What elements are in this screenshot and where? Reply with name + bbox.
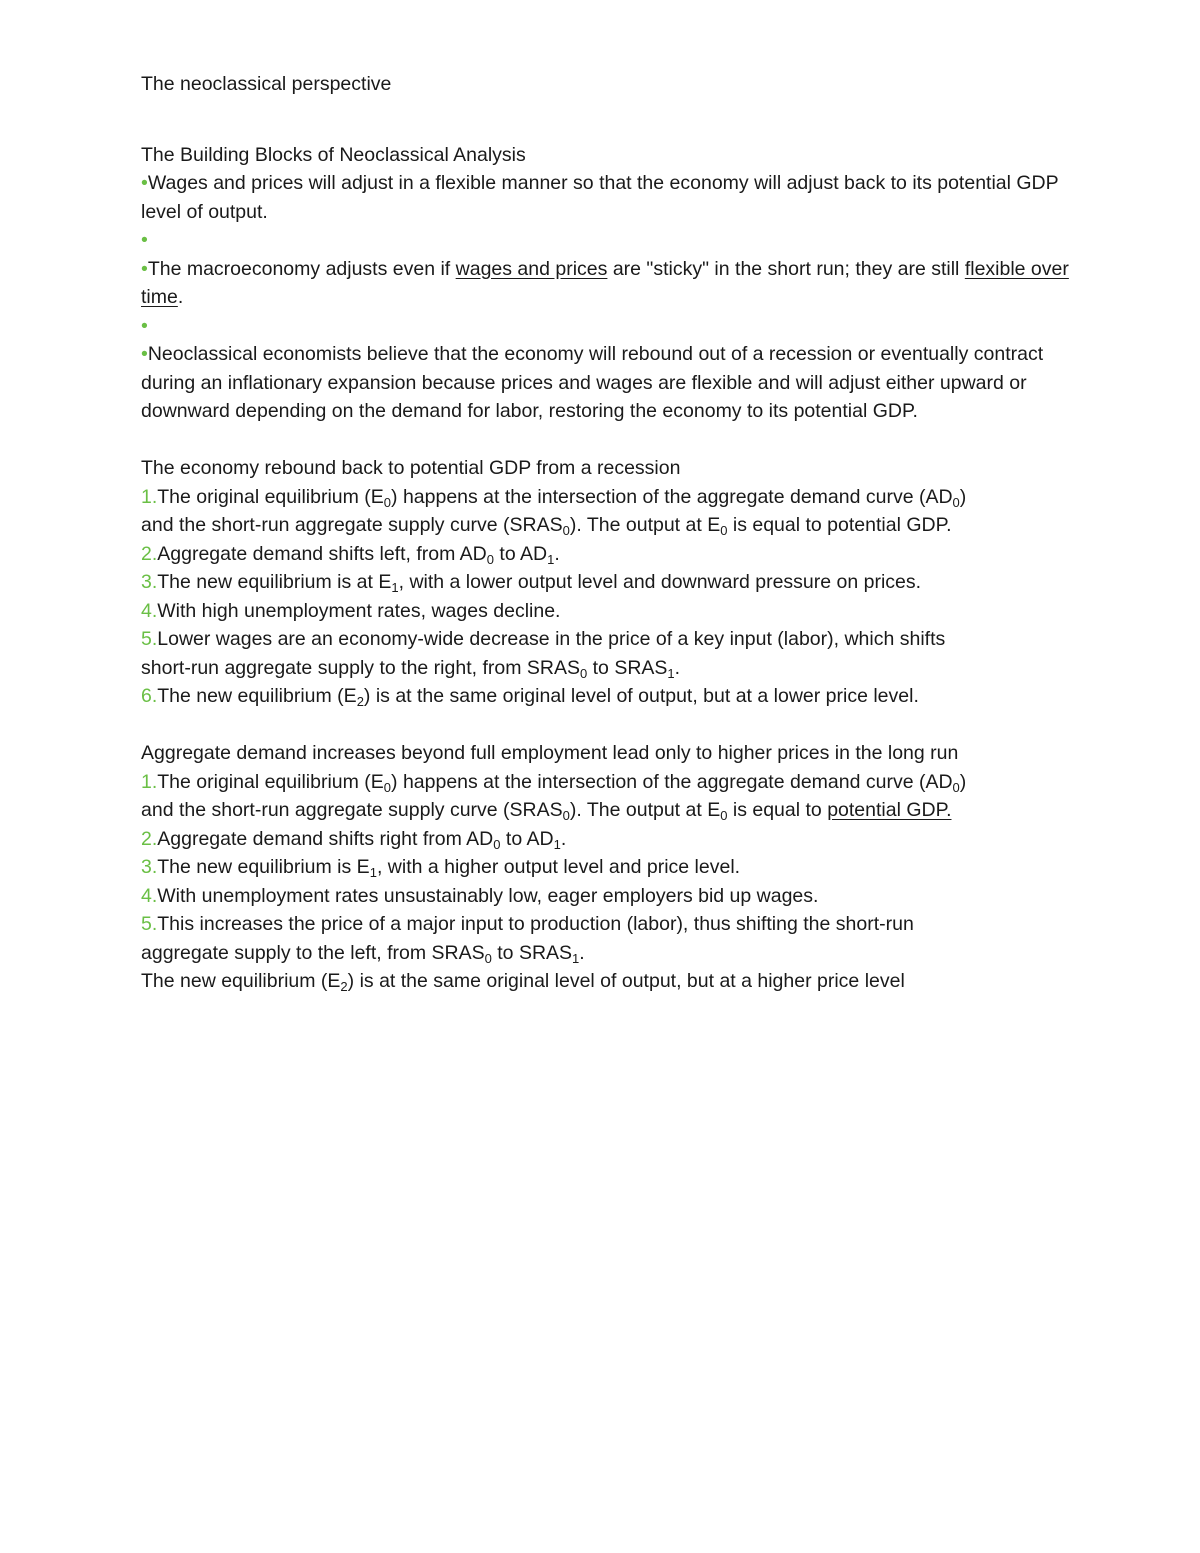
wages-and-prices-link[interactable]: wages and prices xyxy=(455,257,608,280)
list-item-continued xyxy=(141,511,1071,540)
list-item-continued xyxy=(141,939,1071,968)
subscript: 1 xyxy=(572,950,580,966)
list-text: ). The output at E xyxy=(569,514,721,536)
list-item xyxy=(141,825,1071,854)
list-number: 4. xyxy=(141,599,158,622)
list-text: The original equilibrium (E xyxy=(157,485,384,508)
list-text: . xyxy=(554,542,560,565)
list-text: ) is at the same original level of output, but at a lower price level. xyxy=(363,685,919,707)
section3-heading: Aggregate demand increases beyond full employment lead only to higher prices in the long run xyxy=(141,742,959,764)
bullet-icon: • xyxy=(141,257,148,280)
subscript: 0 xyxy=(383,494,392,510)
section1-heading: The Building Blocks of Neoclassical Analysis xyxy=(141,143,526,166)
list-text: ) happens at the intersection of the aggregate demand curve (AD xyxy=(391,485,953,508)
subscript: 0 xyxy=(952,494,960,510)
subscript: 0 xyxy=(720,523,728,538)
list-number: 5. xyxy=(141,913,158,935)
subscript: 0 xyxy=(484,950,492,966)
bullet-text-2-pre: The macroeconomy adjusts even if xyxy=(147,257,456,280)
list-item-continued xyxy=(141,796,1071,825)
subscript: 1 xyxy=(369,865,377,880)
list-text: ) happens at the intersection of the aggregate demand curve (AD xyxy=(391,770,953,793)
list-text: The new equilibrium (E xyxy=(141,970,341,992)
empty-bullet xyxy=(141,226,1071,255)
bullet-item-1 xyxy=(141,169,1071,226)
list-text: Aggregate demand shifts right from AD xyxy=(157,827,494,850)
list-text: and the short-run aggregate supply curve (SRAS xyxy=(141,514,563,536)
list-text: . xyxy=(674,656,681,679)
spacer xyxy=(141,426,1071,455)
list-text: The new equilibrium (E xyxy=(157,685,357,707)
list-text: is equal to potential GDP. xyxy=(727,514,952,536)
list-number: 3. xyxy=(141,856,158,878)
list-item xyxy=(141,682,1071,711)
subscript: 2 xyxy=(340,979,348,994)
list-number: 6. xyxy=(141,685,158,707)
list-text: to SRAS xyxy=(587,656,668,679)
list-text: , with a higher output level and price level. xyxy=(376,856,741,878)
bullet-text-2-mid: are "sticky" in the short run; they are still xyxy=(607,257,965,280)
list-text: The original equilibrium (E xyxy=(157,770,384,793)
list-item xyxy=(141,853,1071,882)
list-item xyxy=(141,910,1071,939)
bullet-icon: • xyxy=(141,229,148,251)
list-item xyxy=(141,568,1071,597)
bullet-item-2 xyxy=(141,255,1071,312)
subscript: 1 xyxy=(553,836,561,852)
list-text: ) is at the same original level of output, but at a higher price level xyxy=(347,970,905,992)
list-number: 4. xyxy=(141,884,158,907)
subscript: 0 xyxy=(562,808,570,823)
list-text: ). The output at E xyxy=(569,799,721,821)
list-text: , with a lower output level and downward pressure on prices. xyxy=(398,571,922,593)
subscript: 0 xyxy=(562,523,570,538)
list-text: With unemployment rates unsustainably low, eager employers bid up wages. xyxy=(157,884,819,907)
list-item xyxy=(141,540,1071,569)
bullet-text-3: Neoclassical economists believe that the economy will rebound out of a recession or eventually contract during an inflationary expansion because prices and wages are flexible and will adjust either upward or downward depending on the demand for labor, restoring the economy to its potential GDP. xyxy=(141,343,1044,422)
flexible-over-time-link[interactable]: flexible over time xyxy=(141,257,1069,308)
list-item xyxy=(141,483,1071,512)
list-number: 5. xyxy=(141,628,158,650)
list-text: aggregate supply to the left, from SRAS xyxy=(141,941,485,964)
list-item xyxy=(141,625,1071,654)
list-text: Lower wages are an economy-wide decrease in the price of a key input (labor), which shifts xyxy=(157,628,946,650)
list-text: short-run aggregate supply to the right, from SRAS xyxy=(141,656,580,679)
subscript: 0 xyxy=(486,551,495,567)
list-text: to AD xyxy=(494,542,548,565)
subscript: 1 xyxy=(391,580,399,595)
list-text: With high unemployment rates, wages decline. xyxy=(157,599,561,622)
list-text: Aggregate demand shifts left, from AD xyxy=(157,542,487,565)
list-text: The new equilibrium is at E xyxy=(157,571,392,593)
subscript: 1 xyxy=(547,551,555,567)
bullet-text-1: Wages and prices will adjust in a flexible manner so that the economy will adjust back to its potential GDP level of output. xyxy=(141,172,1059,223)
list-text: is equal to xyxy=(727,799,828,821)
bullet-icon: • xyxy=(141,314,148,337)
potential-gdp-link[interactable]: potential GDP. xyxy=(827,799,952,821)
closing-line xyxy=(141,967,1071,996)
list-text: The new equilibrium is E xyxy=(157,856,370,878)
subscript: 0 xyxy=(952,779,960,795)
list-item xyxy=(141,882,1071,911)
list-number: 1. xyxy=(141,485,158,508)
doc-title: The neoclassical perspective xyxy=(141,73,392,95)
list-number: 2. xyxy=(141,542,158,565)
list-text: . xyxy=(560,827,567,850)
list-text: ) xyxy=(959,485,967,508)
list-text: . xyxy=(579,941,585,964)
list-item xyxy=(141,597,1071,626)
section2-heading: The economy rebound back to potential GDP from a recession xyxy=(141,457,681,479)
subscript: 1 xyxy=(667,665,675,681)
subscript: 0 xyxy=(383,779,392,795)
bullet-icon: • xyxy=(141,172,148,194)
list-text: to AD xyxy=(500,827,554,850)
subscript: 0 xyxy=(579,665,588,681)
list-text: ) xyxy=(959,770,967,793)
list-number: 3. xyxy=(141,571,158,593)
bullet-text-2-post: . xyxy=(177,286,184,308)
subscript: 0 xyxy=(493,836,501,852)
bullet-item-3 xyxy=(141,340,1071,426)
spacer xyxy=(141,99,1071,141)
subscript: 0 xyxy=(720,808,728,823)
document-page xyxy=(141,70,1071,996)
bullet-icon: • xyxy=(141,343,148,365)
subscript: 2 xyxy=(356,694,364,709)
empty-bullet xyxy=(141,312,1071,341)
spacer xyxy=(141,711,1071,740)
list-item xyxy=(141,768,1071,797)
list-text: and the short-run aggregate supply curve (SRAS xyxy=(141,799,563,821)
list-text: to SRAS xyxy=(491,941,573,964)
list-item-continued xyxy=(141,654,1071,683)
list-text: This increases the price of a major input to production (labor), thus shifting the short-run xyxy=(157,913,914,935)
list-number: 2. xyxy=(141,827,158,850)
list-number: 1. xyxy=(141,770,158,793)
